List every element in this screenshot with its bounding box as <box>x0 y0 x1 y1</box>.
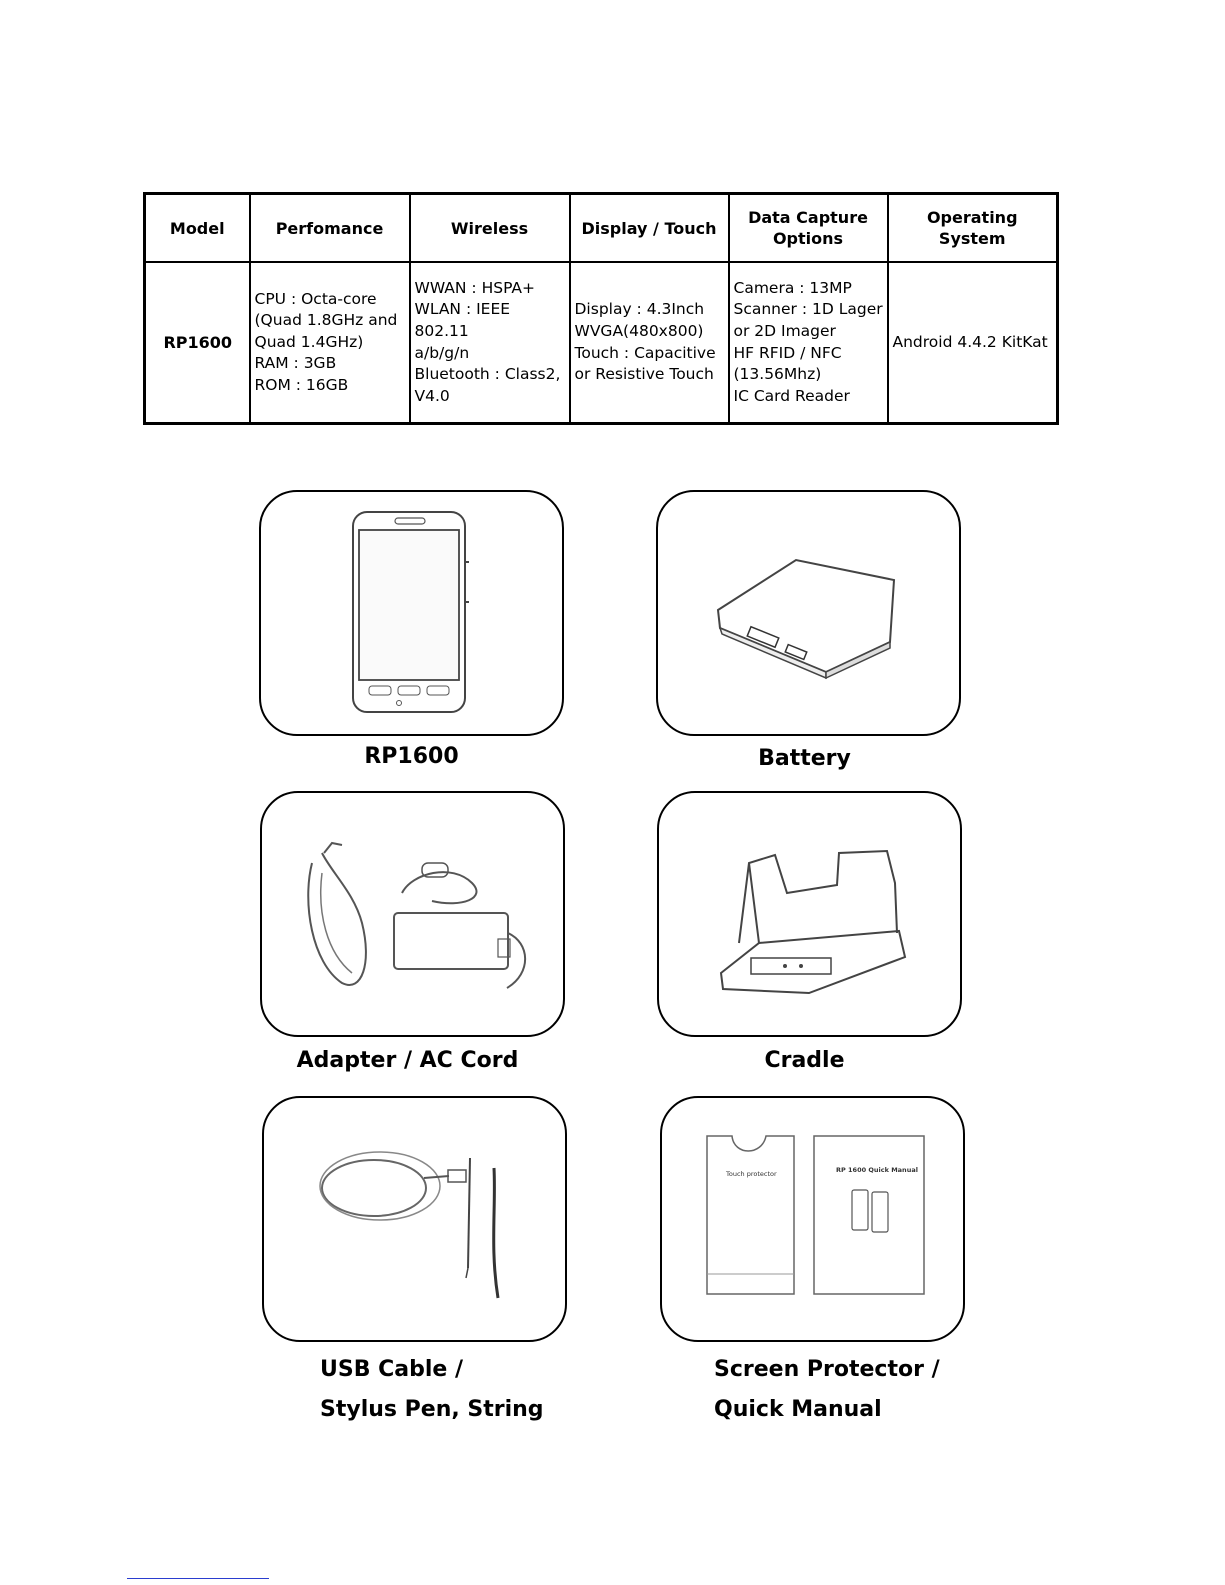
handheld-device-icon <box>261 492 566 738</box>
touch-protector-label: Touch protector <box>726 1170 777 1178</box>
accessory-box-usb-stylus <box>262 1096 567 1342</box>
accessory-box-battery <box>656 490 961 736</box>
caption-cradle: Cradle <box>764 1048 845 1073</box>
caption-device: RP1600 <box>364 744 459 769</box>
quick-manual-label: RP 1600 Quick Manual <box>836 1166 918 1174</box>
header-os: Operating System <box>888 194 1058 263</box>
cradle-icon <box>659 793 964 1039</box>
accessory-box-cradle <box>657 791 962 1037</box>
caption-battery: Battery <box>758 746 851 771</box>
accessory-box-adapter <box>260 791 565 1037</box>
cell-os: Android 4.4.2 KitKat <box>888 262 1058 424</box>
usb-stylus-icon <box>264 1098 569 1344</box>
spec-table <box>143 192 1059 425</box>
caption-adapter: Adapter / AC Cord <box>296 1048 519 1073</box>
caption-protector-manual: Screen Protector / Quick Manual <box>714 1357 940 1422</box>
header-wireless: Wireless <box>410 194 570 263</box>
spec-data-row <box>145 262 1058 424</box>
protector-manual-icon <box>662 1098 967 1344</box>
header-model: Model <box>145 194 250 263</box>
adapter-cord-icon <box>262 793 567 1039</box>
caption-usb-stylus: USB Cable / Stylus Pen, String <box>320 1357 544 1422</box>
spec-header-row <box>145 194 1058 263</box>
accessory-box-device <box>259 490 564 736</box>
battery-icon <box>658 492 963 738</box>
cell-data-capture: Camera : 13MP Scanner : 1D Lager or 2D Imager HF RFID / NFC (13.56Mhz) IC Card Reader <box>729 262 888 424</box>
cell-wireless: WWAN : HSPA+ WLAN : IEEE 802.11 a/b/g/n Bluetooth : Class2, V4.0 <box>410 262 570 424</box>
cell-performance: CPU : Octa-core (Quad 1.8GHz and Quad 1.4GHz) RAM : 3GB ROM : 16GB <box>250 262 410 424</box>
header-display-touch: Display / Touch <box>570 194 729 263</box>
cell-display-touch: Display : 4.3Inch WVGA(480x800) Touch : Capacitive or Resistive Touch <box>570 262 729 424</box>
cell-model: RP1600 <box>145 262 250 424</box>
accessory-box-protector-manual <box>660 1096 965 1342</box>
header-performance: Perfomance <box>250 194 410 263</box>
header-data-capture: Data Capture Options <box>729 194 888 263</box>
footer-link-line <box>127 1578 269 1579</box>
